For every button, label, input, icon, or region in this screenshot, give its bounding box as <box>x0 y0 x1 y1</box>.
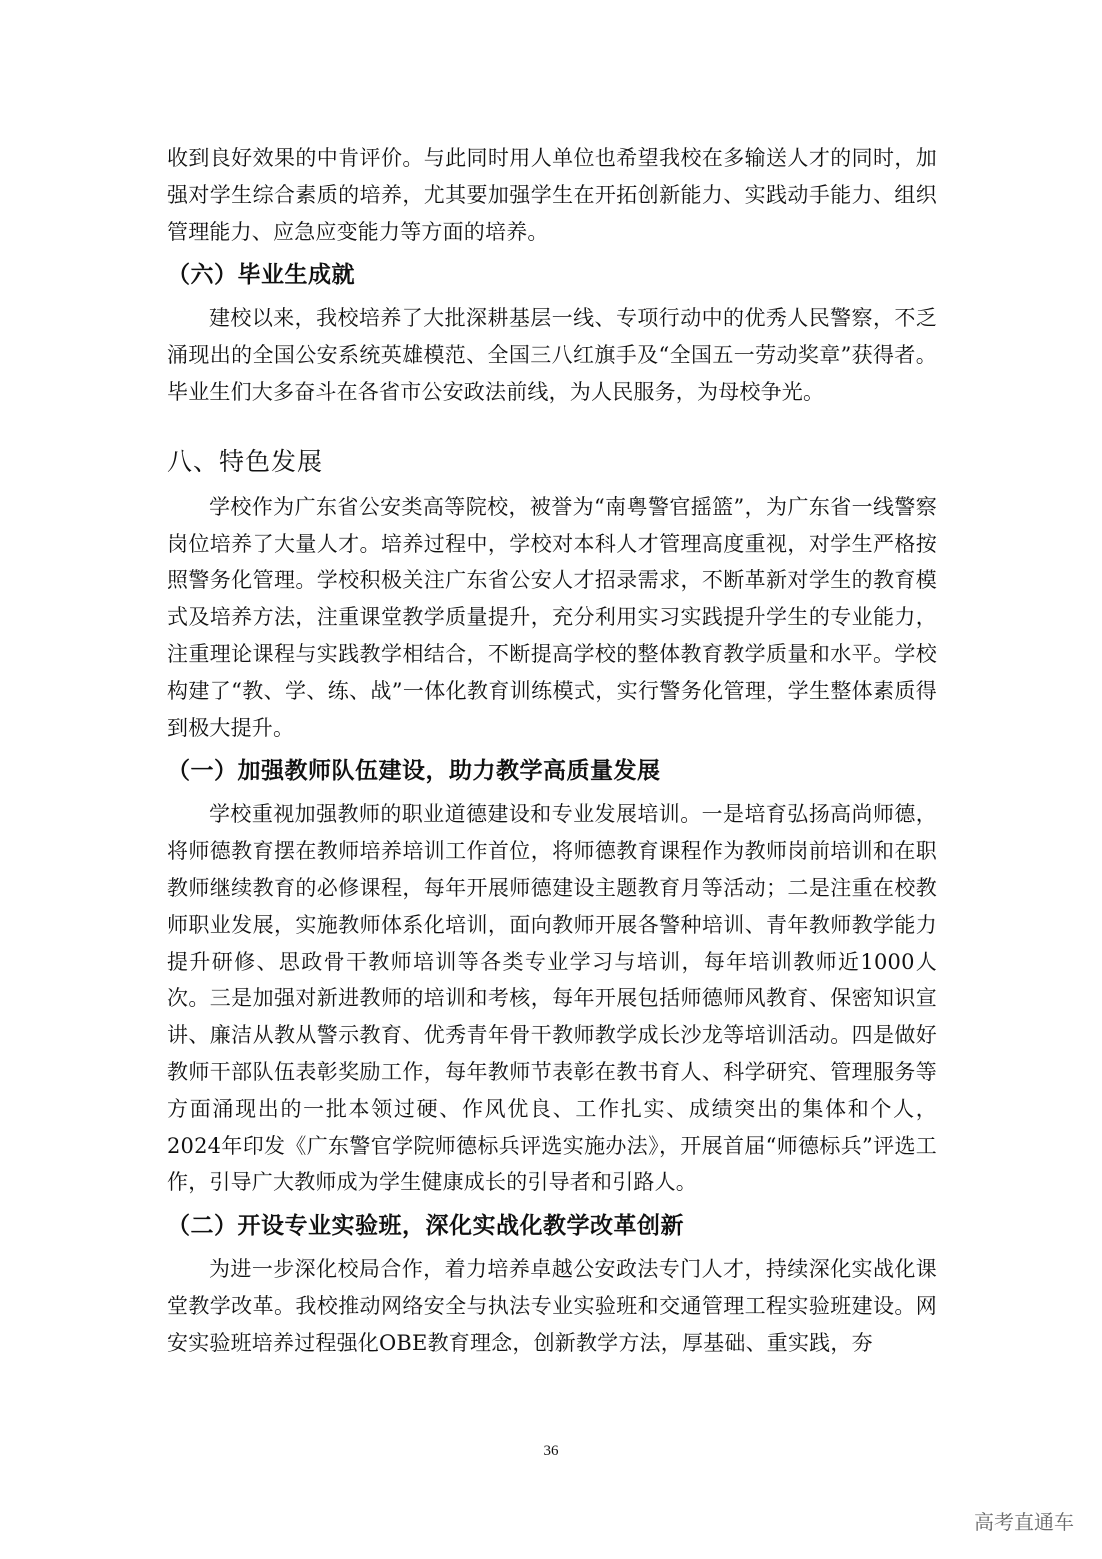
paragraph-employer-feedback: 收到良好效果的中肯评价。与此同时用人单位也希望我校在多输送人才的同时，加强对学生综合素质的培养，尤其要加强学生在开拓创新能力、实践动手能力、组织管理能力、应急应变能力等方面的培养。 <box>167 146 937 244</box>
subheading-teacher-team: （一）加强教师队伍建设，助力教学高质量发展 <box>167 758 661 785</box>
paragraph-graduate-achievements: 建校以来，我校培养了大批深耕基层一线、专项行动中的优秀人民警察，不乏涌现出的全国公安系统英雄模范、全国三八红旗手及“全国五一劳动奖章”获得者。毕业生们大多奋斗在各省市公安政法前线，为人民服务，为母校争光。 <box>167 306 937 404</box>
paragraph-teacher-team: 学校重视加强教师的职业道德建设和专业发展培训。一是培育弘扬高尚师德，将师德教育摆在教师培养培训工作首位，将师德教育课程作为教师岗前培训和在职教师继续教育的必修课程，每年开展师德建设主题教育月等活动；二是注重在校教师职业发展，实施教师体系化培训，面向教师开展各警种培训、青年教师教学能力提升研修、思政骨干教师培训等各类专业学习与培训，每年培训教师近1000人次。三是加强对新进教师的培训和考核，每年开展包括师德师风教育、保密知识宣讲、廉洁从教从警示教育、优秀青年骨干教师教学成长沙龙等培训活动。四是做好教师干部队伍表彰奖励工作，每年教师节表彰在教书育人、科学研究、管理服务等方面涌现出的一批本领过硬、作风优良、工作扎实、成绩突出的集体和个人，2024年印发《广东警官学院师德标兵评选实施办法》，开展首届“师德标兵”评选工作，引导广大教师成为学生健康成长的引导者和引路人。 <box>167 802 937 1195</box>
section-heading-characteristic-development: 八、特色发展 <box>167 446 324 476</box>
subheading-experimental-class: （二）开设专业实验班，深化实战化教学改革创新 <box>167 1213 684 1240</box>
paragraph-school-overview: 学校作为广东省公安类高等院校，被誉为“南粤警官摇篮”，为广东省一线警察岗位培养了大量人才。培养过程中，学校对本科人才管理高度重视，对学生严格按照警务化管理。学校积极关注广东省公安人才招录需求，不断革新对学生的教育模式及培养方法，注重课堂教学质量提升，充分利用实习实践提升学生的专业能力，注重理论课程与实践教学相结合，不断提高学校的整体教育教学质量和水平。学校构建了“教、学、练、战”一体化教育训练模式，实行警务化管理，学生整体素质得到极大提升。 <box>167 494 937 740</box>
page-number: 36 <box>543 1443 559 1459</box>
subheading-graduate-achievements: （六）毕业生成就 <box>167 262 355 289</box>
page-content <box>167 140 937 1362</box>
paragraph-experimental-class: 为进一步深化校局合作，着力培养卓越公安政法专门人才，持续深化实战化课堂教学改革。我校推动网络安全与执法专业实验班和交通管理工程实验班建设。网安实验班培养过程强化OBE教育理念，创新教学方法，厚基础、重实践，夯 <box>167 1257 937 1355</box>
watermark-text: 高考直通车 <box>974 1510 1074 1534</box>
